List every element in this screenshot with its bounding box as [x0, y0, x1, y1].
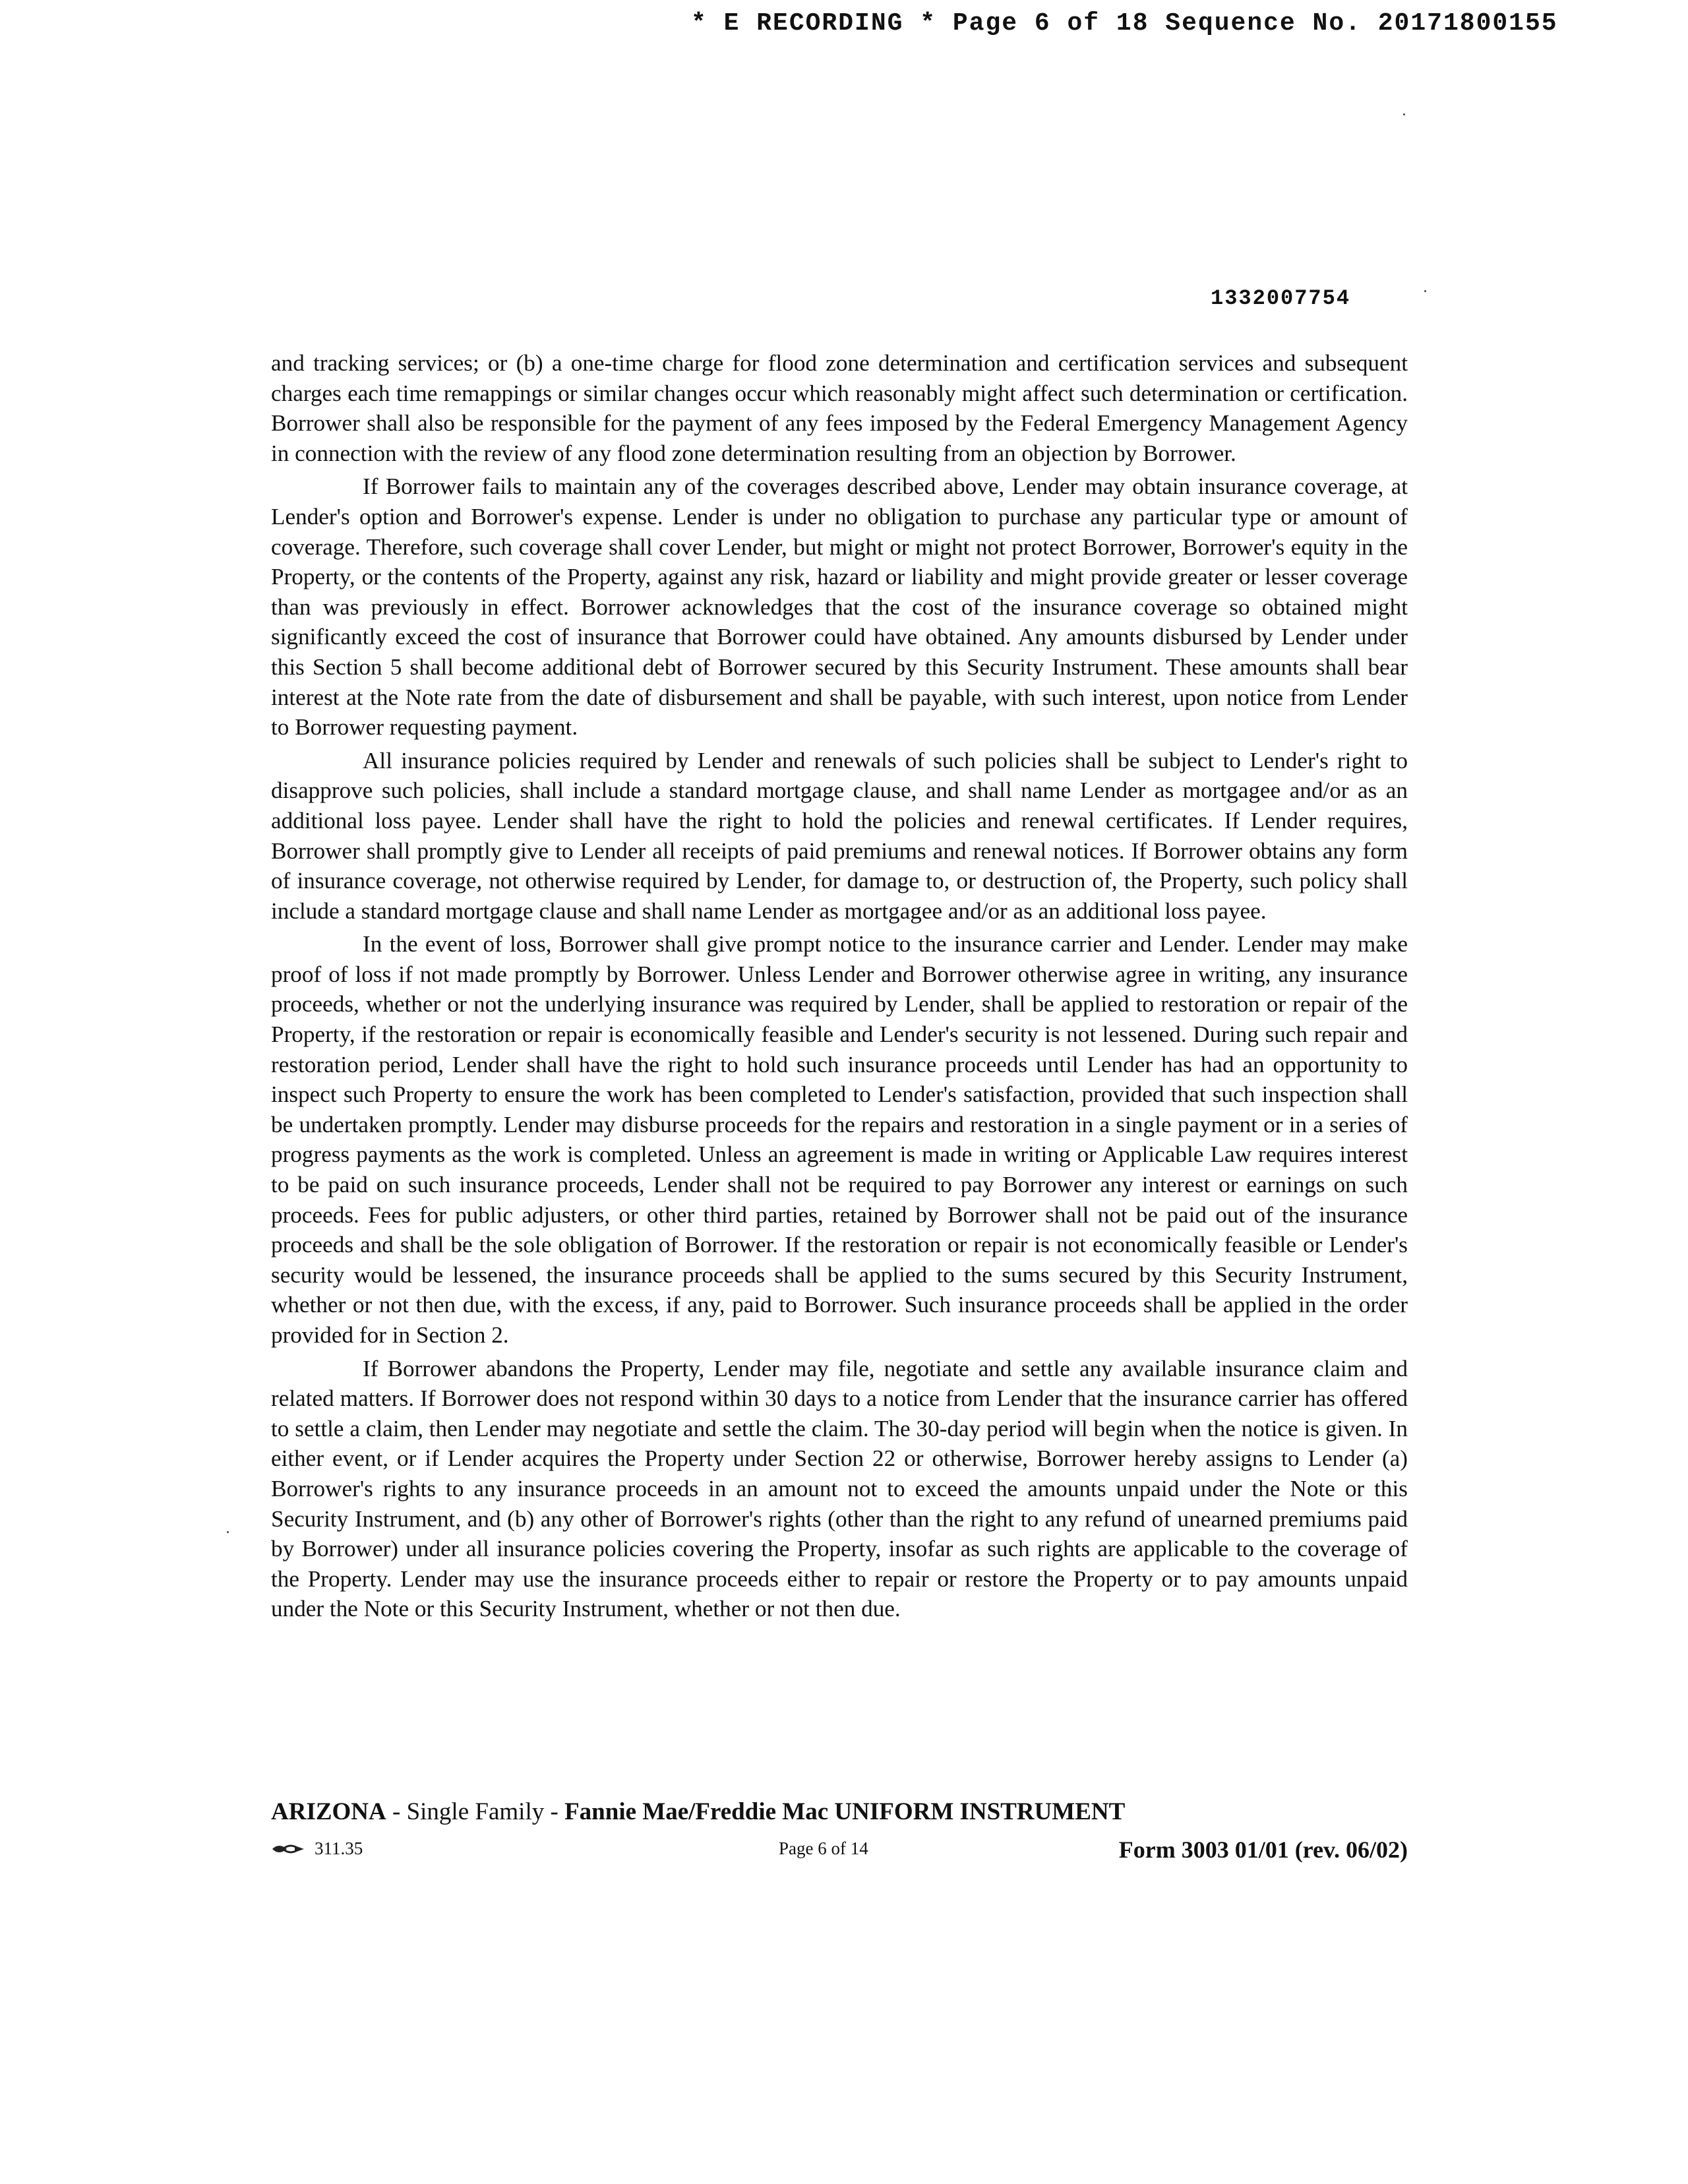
paragraph-lender-obtained-coverage: If Borrower fails to maintain any of the coverages described above, Lender may obtain insurance coverage, at Lender's option and Borrower's expense. Lender is under no obligation to purchase any particular type or amount of coverage. Therefore, such coverage shall cover Lender, but might or might not protect Borrower, Borrower's equity in the Property, or the contents of the Property, against any risk, hazard or liability and might provide greater or lesser coverage than was previously in effect. Borrower acknowledges that the cost of the insurance coverage so obtained might significantly exceed the cost of insurance that Borrower could have obtained. Any amounts disbursed by Lender under this Section 5 shall become additional debt of Borrower secured by this Security Instrument. These amounts shall bear interest at the Note rate from the date of disbursement and shall be payable, with such interest, upon notice from Lender to Borrower requesting payment.: [271, 473, 1408, 741]
form-number: Form 3003 01/01 (rev. 06/02): [1118, 1836, 1408, 1863]
form-code-group: [271, 1838, 363, 1859]
scan-speck: [1424, 290, 1426, 292]
page-number: Page 6 of 14: [779, 1838, 868, 1858]
footer-separator: -: [544, 1798, 565, 1825]
paragraph-flood-zone-continued: and tracking services; or (b) a one-time charge for flood zone determination and certification services and subsequent charges each time remappings or similar changes occur which reasonably might affect such determination or certification. Borrower shall also be responsible for the payment of any fees imposed by the Federal Emergency Management Agency in connection with the review of any flood zone determination resulting from an objection by Borrower.: [271, 350, 1408, 466]
footer-instrument-name: Fannie Mae/Freddie Mac UNIFORM INSTRUMENT: [564, 1798, 1126, 1825]
footer-instrument-title: [271, 1798, 1125, 1826]
footer-state: ARIZONA: [271, 1798, 386, 1825]
scan-speck: [227, 1531, 229, 1533]
paragraph-policy-requirements: All insurance policies required by Lender and renewals of such policies shall be subject to Lender's right to disapprove such policies, shall include a standard mortgage clause, and shall name Lender as mortgagee and/or as an additional loss payee. Lender shall have the right to hold the policies and renewal certificates. If Lender requires, Borrower shall promptly give to Lender all receipts of paid premiums and renewal notices. If Borrower obtains any form of insurance coverage, not otherwise required by Lender, for damage to, or destruction of, the Property, such policy shall include a standard mortgage clause and shall name Lender as mortgagee and/or as an additional loss payee.: [271, 747, 1408, 924]
vmp-logo-icon: [271, 1842, 305, 1856]
recording-header: * E RECORDING * Page 6 of 18 Sequence No. 20171800155: [691, 9, 1558, 38]
form-code: 311.35: [315, 1838, 363, 1858]
loan-number: 1332007754: [1211, 286, 1351, 311]
footer-form-info: [271, 1836, 1408, 1865]
scan-speck: [1403, 113, 1405, 115]
paragraph-event-of-loss: In the event of loss, Borrower shall give prompt notice to the insurance carrier and Lender. Lender may make proof of loss if not made promptly by Borrower. Unless Lender and Borrower otherwise agree in writing, any insurance proceeds, whether or not the underlying insurance was required by Lender, shall be applied to restoration or repair of the Property, if the restoration or repair is economically feasible and Lender's security is not lessened. During such repair and restoration period, Lender shall have the right to hold such insurance proceeds until Lender has had an opportunity to inspect such Property to ensure the work has been completed to Lender's satisfaction, provided that such inspection shall be undertaken promptly. Lender may disburse proceeds for the repairs and restoration in a single payment or in a series of progress payments as the work is completed. Unless an agreement is made in writing or Applicable Law requires interest to be paid on such insurance proceeds, Lender shall not be required to pay Borrower any interest or earnings on such proceeds. Fees for public adjusters, or other third parties, retained by Borrower shall not be paid out of the insurance proceeds and shall be the sole obligation of Borrower. If the restoration or repair is not economically feasible or Lender's security would be lessened, the insurance proceeds shall be applied to the sums secured by this Security Instrument, whether or not then due, with the excess, if any, paid to Borrower. Such insurance proceeds shall be applied in the order provided for in Section 2.: [271, 931, 1408, 1348]
footer-family-type: Single Family: [406, 1798, 545, 1825]
footer-separator: -: [386, 1798, 407, 1825]
document-body: [271, 348, 1408, 1627]
paragraph-property-abandonment: If Borrower abandons the Property, Lender may file, negotiate and settle any available insurance claim and related matters. If Borrower does not respond within 30 days to a notice from Lender that the insurance carrier has offered to settle a claim, then Lender may negotiate and settle the claim. The 30-day period will begin when the notice is given. In either event, or if Lender acquires the Property under Section 22 or otherwise, Borrower hereby assigns to Lender (a) Borrower's rights to any insurance proceeds in an amount not to exceed the amounts unpaid under the Note or this Security Instrument, and (b) any other of Borrower's rights (other than the right to any refund of unearned premiums paid by Borrower) under all insurance policies covering the Property, insofar as such rights are applicable to the coverage of the Property. Lender may use the insurance proceeds either to repair or restore the Property or to pay amounts unpaid under the Note or this Security Instrument, whether or not then due.: [271, 1355, 1408, 1622]
